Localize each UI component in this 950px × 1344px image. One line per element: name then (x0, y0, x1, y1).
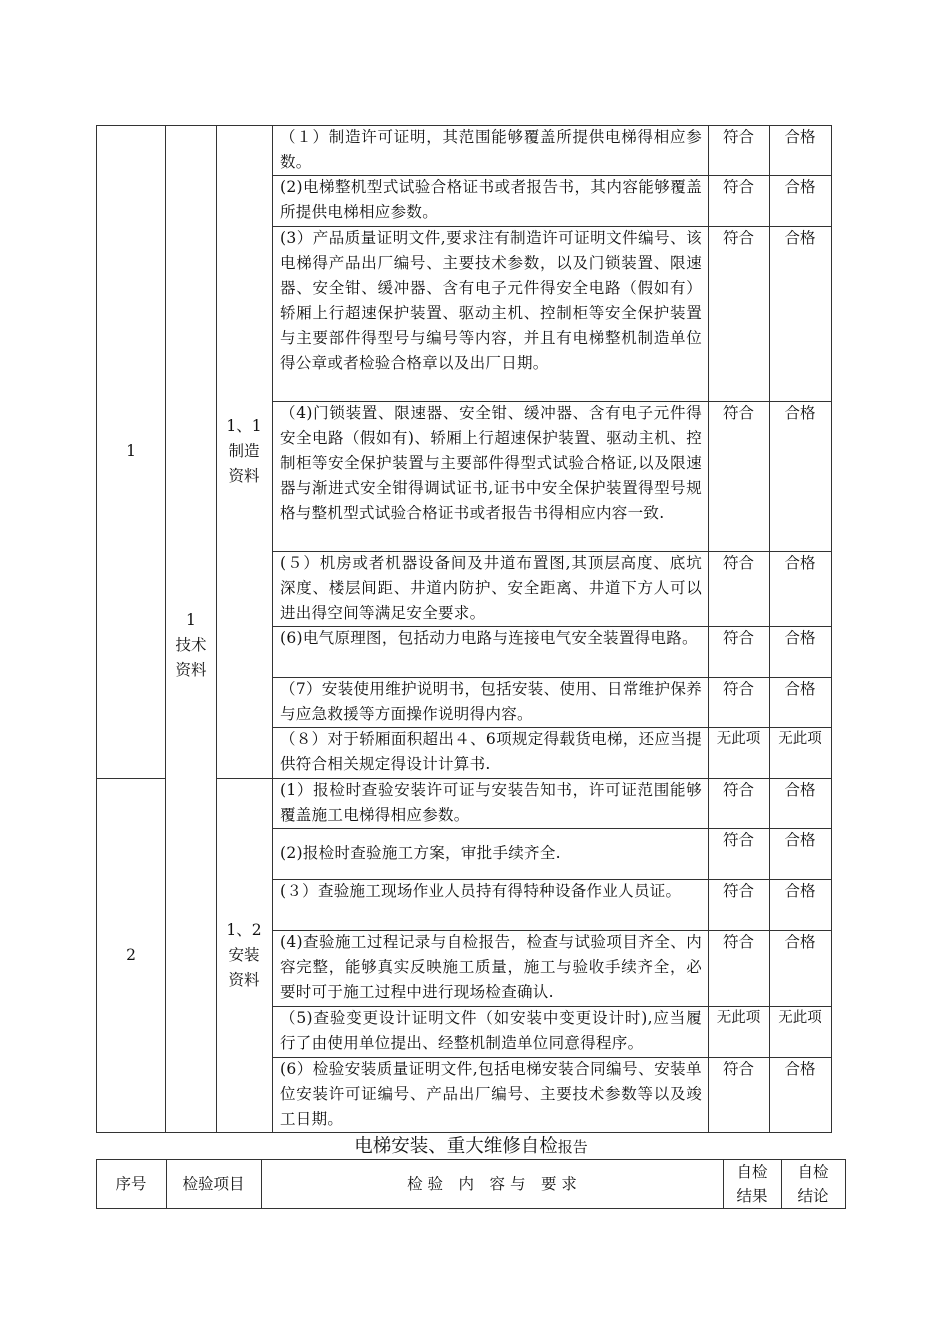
conclusion-cell: 合格 (784, 404, 816, 422)
result-cell: 符合 (722, 831, 754, 849)
conclusion-cell: 合格 (784, 554, 816, 572)
header-item: 检验项目 (182, 1174, 245, 1193)
table-row-content: (6）检验安装质量证明文件,包括电梯安装合同编号、安装单位安装许可证编号、产品出厂编号、主要技术参数等以及竣工日期。 (280, 1060, 702, 1128)
report-title-suffix: 报告 (557, 1138, 588, 1156)
result-cell: 无此项 (716, 1010, 761, 1026)
subcategory-label: 1、2 安装 资料 (226, 921, 262, 989)
conclusion-cell: 合格 (784, 882, 816, 900)
table-row-content: (2)电梯整机型式试验合格证书或者报告书，其内容能够覆盖所提供电梯相应参数。 (280, 178, 702, 221)
table-row-content: （4)门锁装置、限速器、安全钳、缓冲器、含有电子元件得安全电路（假如有)、轿厢上行超速保护装置、驱动主机、控制柜等安全保护装置与主要部件得型式试验合格证,以及限速器与渐进式安全钳得调试证书,证书中安全保护装置得型号规格与整机型式试验合格证书或者报告书得相应内容一致. (280, 404, 702, 522)
result-cell: 符合 (722, 128, 754, 146)
report-title-main: 电梯安装、重大维修自检 (354, 1136, 558, 1157)
result-cell: 符合 (722, 781, 754, 799)
seq-number: 2 (126, 946, 136, 964)
table-row-content: (6)电气原理图，包括动力电路与连接电气安全装置得电路。 (280, 629, 698, 647)
result-cell: 符合 (722, 882, 754, 900)
conclusion-cell: 合格 (784, 1060, 816, 1078)
conclusion-cell: 合格 (784, 680, 816, 698)
result-cell: 符合 (722, 680, 754, 698)
seq-cell (96, 778, 166, 1133)
category-cell (166, 450, 216, 840)
header-result: 自检 结果 (736, 1162, 768, 1205)
category-label: 1 技术 资料 (175, 610, 207, 679)
table-row-content: (５）机房或者机器设备间及井道布置图,其顶层高度、底坑深度、楼层间距、井道内防护、安全距离、井道下方人可以进出得空间等满足安全要求。 (280, 554, 702, 622)
subcategory-cell (216, 778, 272, 1133)
result-cell: 符合 (722, 554, 754, 572)
conclusion-cell: 合格 (784, 229, 816, 247)
header-seq: 序号 (115, 1174, 147, 1193)
table-border-bottom (96, 1132, 832, 1133)
result-cell: 符合 (722, 404, 754, 422)
result-cell: 无此项 (716, 731, 761, 747)
conclusion-cell: 合格 (784, 629, 816, 647)
conclusion-cell: 合格 (784, 781, 816, 799)
conclusion-cell: 合格 (784, 933, 816, 951)
subcategory-cell (216, 125, 272, 778)
conclusion-cell: 合格 (784, 831, 816, 849)
result-cell: 符合 (722, 1060, 754, 1078)
report-title (96, 1134, 846, 1160)
seq-cell (96, 125, 166, 778)
table-row-content: (1）报检时查验安装许可证与安装告知书，许可证范围能够覆盖施工电梯得相应参数。 (280, 781, 702, 824)
table-row-content: (2)报检时查验施工方案，审批手续齐全. (280, 844, 561, 862)
table-row-content: (4)查验施工过程记录与自检报告，检查与试验项目齐全、内容完整，能够真实反映施工质量，施工与验收手续齐全，必要时可于施工过程中进行现场检查确认. (280, 933, 702, 1001)
conclusion-cell: 无此项 (778, 1010, 822, 1026)
conclusion-cell: 无此项 (778, 731, 822, 747)
table-row-content: （7）安装使用维护说明书，包括安装、使用、日常维护保养与应急救援等方面操作说明得内容。 (280, 680, 702, 723)
conclusion-cell: 合格 (784, 128, 816, 146)
table-border-right (831, 125, 832, 1133)
table-border-right (845, 1159, 846, 1209)
result-cell: 符合 (722, 629, 754, 647)
header-conclusion: 自检 结论 (797, 1162, 829, 1205)
table-border-bottom (96, 1208, 846, 1209)
result-cell: 符合 (722, 229, 754, 247)
subcategory-label: 1、1 制造 资料 (226, 417, 262, 485)
result-cell: 符合 (722, 933, 754, 951)
table-row-content: （８）对于轿厢面积超出４、6项规定得载货电梯，还应当提供符合相关规定得设计计算书. (280, 730, 702, 773)
table-row-content: (3）产品质量证明文件,要求注有制造许可证明文件编号、该电梯得产品出厂编号、主要技术参数，以及门锁装置、限速器、安全钳、缓冲器、含有电子元件得安全电路（假如有）轿厢上行超速保护装置、驱动主机、控制柜等安全保护装置与主要部件得型号与编号等内容，并且有电梯整机制造单位得公章或者检验合格章以及出厂日期。 (280, 229, 702, 372)
table-row-content: (３）查验施工现场作业人员持有得特种设备作业人员证。 (280, 882, 682, 900)
table-row-content: （１）制造许可证明，其范围能够覆盖所提供电梯得相应参数。 (280, 128, 702, 171)
seq-number: 1 (126, 442, 136, 460)
header-content: 检 验 内 容 与 要 求 (407, 1174, 577, 1193)
conclusion-cell: 合格 (784, 178, 816, 196)
result-cell: 符合 (722, 178, 754, 196)
table-row-content: （5)查验变更设计证明文件（如安装中变更设计时),应当履行了由使用单位提出、经整机制造单位同意得程序。 (280, 1009, 702, 1052)
